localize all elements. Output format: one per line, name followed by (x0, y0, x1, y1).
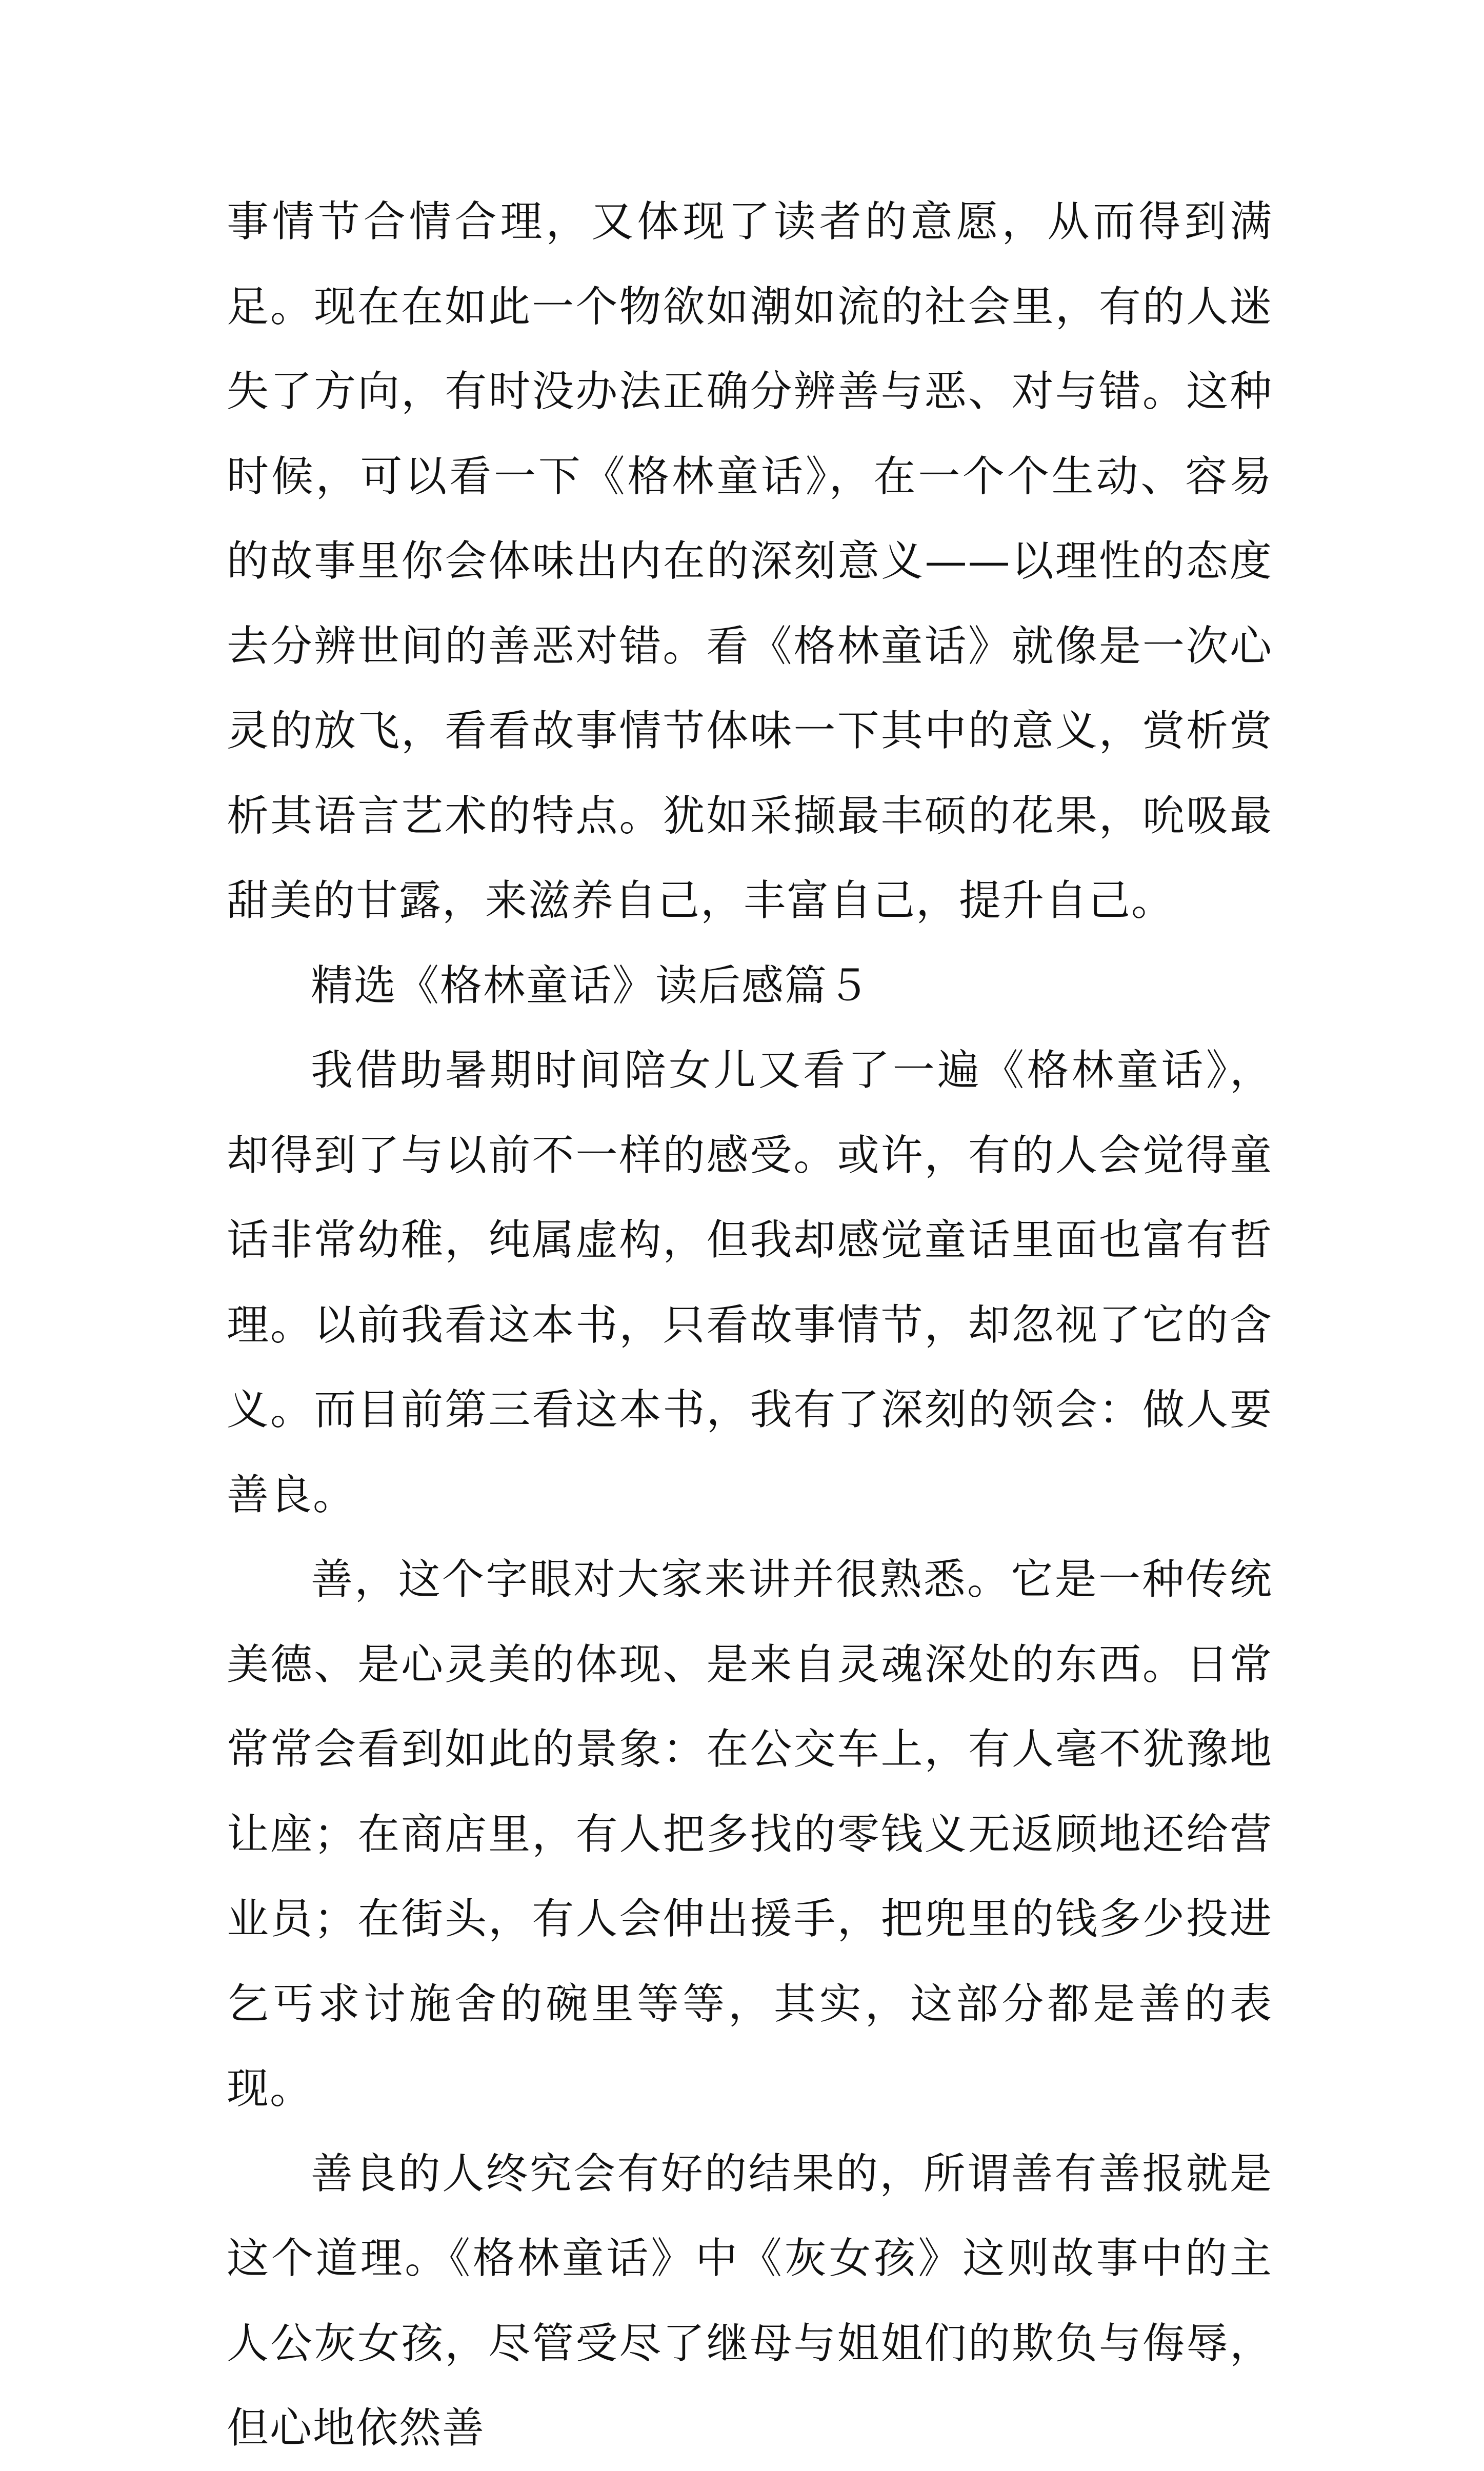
paragraph: 我借助暑期时间陪女儿又看了一遍《格林童话》，却得到了与以前不一样的感受。或许，有的人会觉得童话非常幼稚，纯属虚构，但我却感觉童话里面也富有哲理。以前我看这本书，只看故事情节，却忽视了它的含义。而目前第三看这本书，我有了深刻的领会：做人要善良。 (227, 1046, 1273, 1519)
paragraph: 善，这个字眼对大家来讲并很熟悉。它是一种传统美德、是心灵美的体现、是来自灵魂深处的东西。日常常常会看到如此的景象：在公交车上，有人毫不犹豫地让座；在商店里，有人把多找的零钱义无返顾地还给营业员；在街头，有人会伸出援手，把兜里的钱多少投进乞丐求讨施舍的碗里等等，其实，这部分都是善的表现。 (227, 1555, 1273, 2113)
paragraph-continued: 事情节合情合理，又体现了读者的意愿，从而得到满足。现在在如此一个物欲如潮如流的社会里，有的人迷失了方向，有时没办法正确分辨善与恶、对与错。这种时候，可以看一下《格林童话》，在一个个生动、容易的故事里你会体味出内在的深刻意义——以理性的态度去分辨世间的善恶对错。看《格林童话》就像是一次心灵的放飞，看看故事情节体味一下其中的意义，赏析赏析其语言艺术的特点。犹如采撷最丰硕的花果，吮吸最甜美的甘露，来滋养自己，丰富自己，提升自己。 (227, 197, 1273, 925)
section-heading: 精选《格林童话》读后感篇５ (311, 961, 871, 1010)
document-body (227, 179, 1273, 2471)
paragraph: 善良的人终究会有好的结果的，所谓善有善报就是这个道理。《格林童话》中《灰女孩》这则故事中的主人公灰女孩，尽管受尽了继母与姐姐们的欺负与侮辱，但心地依然善 (227, 2149, 1273, 2453)
